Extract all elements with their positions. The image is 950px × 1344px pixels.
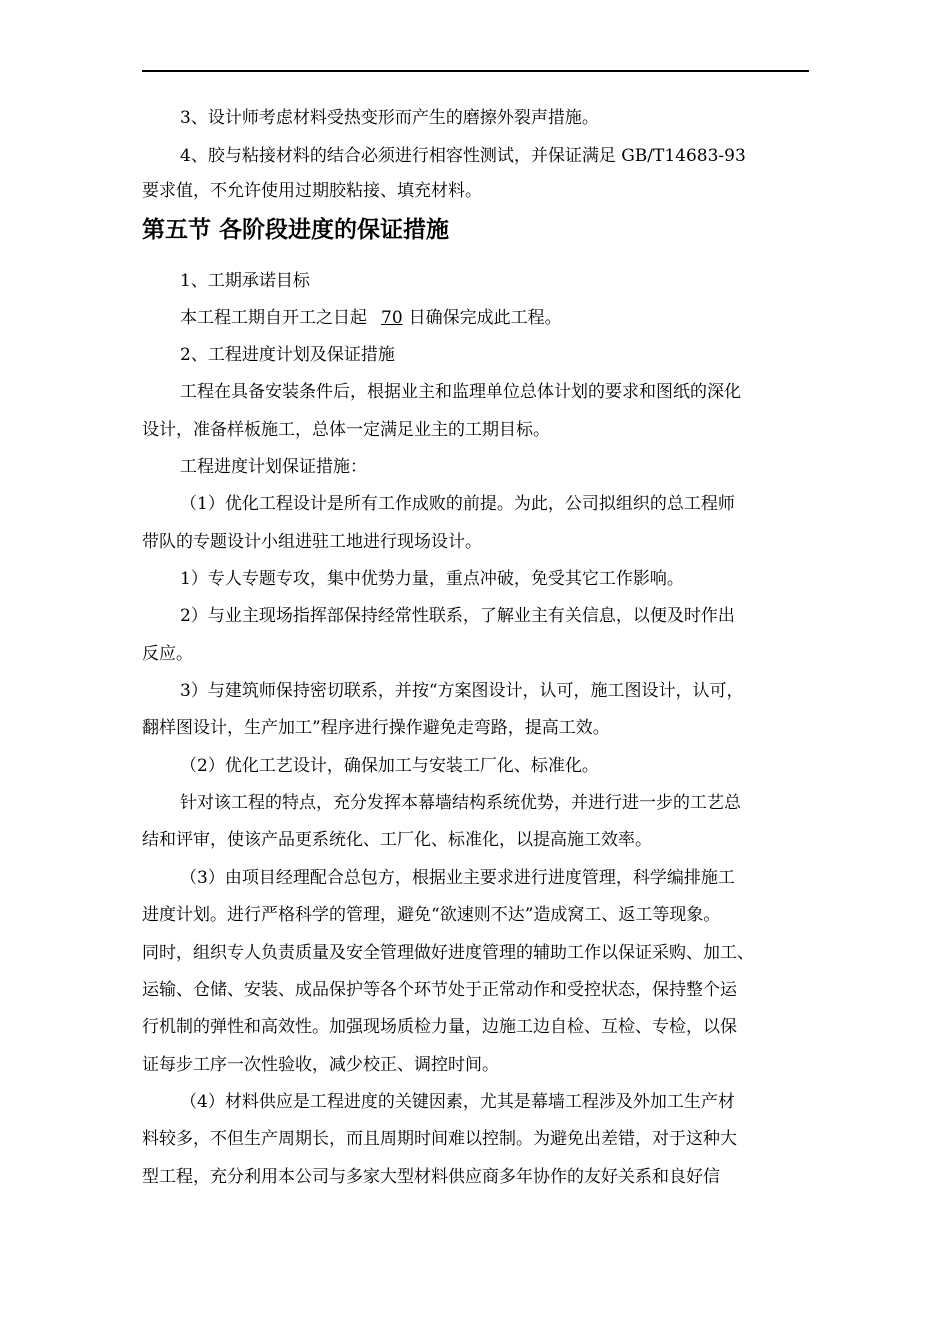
paragraph-line: 要求值，不允许使用过期胶粘接、填充材料。: [142, 181, 482, 201]
paragraph-line: 证每步工序一次性验收，减少校正、调控时间。: [142, 1055, 499, 1075]
paragraph-line: 进度计划。进行严格科学的管理，避免“欲速则不达”造成窝工、返工等现象。: [142, 905, 721, 925]
section-heading: 第五节 各阶段进度的保证措施: [142, 217, 450, 243]
text-fragment: 日确保完成此工程。: [408, 308, 562, 328]
paragraph-line: 针对该工程的特点，充分发挥本幕墙结构系统优势，并进行进一步的工艺总: [180, 793, 741, 813]
paragraph-line: 2）与业主现场指挥部保持经常性联系，了解业主有关信息，以便及时作出: [180, 606, 735, 626]
duration-days-value: 70: [381, 308, 403, 328]
paragraph-line: 行机制的弹性和高效性。加强现场质检力量，边施工边自检、互检、专检，以保: [142, 1017, 737, 1037]
text-fragment: 本工程工期自开工之日起: [180, 308, 367, 328]
paragraph-line: 翻样图设计，生产加工”程序进行操作避免走弯路，提高工效。: [142, 718, 610, 738]
paragraph-line: （2）优化工艺设计，确保加工与安装工厂化、标准化。: [180, 756, 599, 776]
paragraph-line: [142, 307, 812, 329]
paragraph-line: 料较多，不但生产周期长，而且周期时间难以控制。为避免出差错，对于这种大: [142, 1129, 737, 1149]
paragraph-line: 1）专人专题专攻，集中优势力量，重点冲破，免受其它工作影响。: [180, 569, 684, 589]
paragraph-line: 工程在具备安装条件后，根据业主和监理单位总体计划的要求和图纸的深化: [180, 382, 741, 402]
paragraph-line: 反应。: [142, 644, 193, 664]
header-rule: [142, 70, 809, 72]
paragraph-line: 3）与建筑师保持密切联系，并按“方案图设计，认可，施工图设计，认可，: [180, 681, 744, 701]
paragraph-line: 带队的专题设计小组进驻工地进行现场设计。: [142, 532, 482, 552]
paragraph-line: 4、胶与粘接材料的结合必须进行相容性测试，并保证满足 GB/T14683-93: [180, 146, 746, 166]
paragraph-line: 1、工期承诺目标: [180, 271, 310, 291]
paragraph-line: 型工程，充分利用本公司与多家大型材料供应商多年协作的友好关系和良好信: [142, 1167, 720, 1187]
paragraph-line: （1）优化工程设计是所有工作成败的前提。为此，公司拟组织的总工程师: [180, 494, 735, 514]
paragraph-line: 3、设计师考虑材料受热变形而产生的磨擦外裂声措施。: [180, 108, 599, 128]
paragraph-line: （3）由项目经理配合总包方，根据业主要求进行进度管理，科学编排施工: [180, 868, 735, 888]
paragraph-line: 工程进度计划保证措施：: [180, 457, 367, 477]
paragraph-line: 设计，准备样板施工，总体一定满足业主的工期目标。: [142, 420, 550, 440]
paragraph-line: 运输、仓储、安装、成品保护等各个环节处于正常动作和受控状态，保持整个运: [142, 980, 737, 1000]
paragraph-line: （4）材料供应是工程进度的关键因素，尤其是幕墙工程涉及外加工生产材: [180, 1092, 735, 1112]
paragraph-line: 同时，组织专人负责质量及安全管理做好进度管理的辅助工作以保证采购、加工、: [142, 943, 754, 963]
paragraph-line: 2、工程进度计划及保证措施: [180, 345, 395, 365]
paragraph-line: 结和评审，使该产品更系统化、工厂化、标准化，以提高施工效率。: [142, 830, 652, 850]
